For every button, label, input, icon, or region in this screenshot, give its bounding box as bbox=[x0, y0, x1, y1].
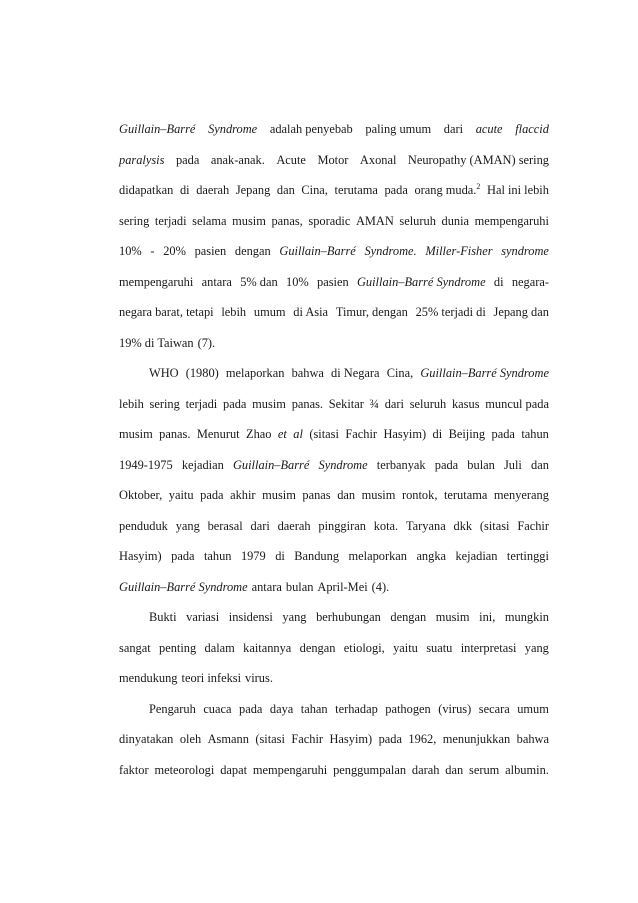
text-segment: terjadi bbox=[185, 396, 218, 411]
text-segment: April-Mei bbox=[317, 579, 368, 594]
text-segment: suatu bbox=[426, 640, 453, 655]
text-segment: bahwa bbox=[291, 366, 324, 380]
text-segment: (sitasi bbox=[309, 427, 339, 441]
text-segment: terjadi bbox=[154, 213, 187, 228]
text-segment: pada bbox=[434, 457, 459, 472]
text-segment: pada bbox=[384, 183, 408, 197]
italic-term: Miller-Fisher bbox=[425, 244, 493, 258]
text-segment: terhadap bbox=[335, 701, 378, 716]
text-segment: yaitu bbox=[168, 488, 194, 502]
text-segment: dengan bbox=[299, 640, 336, 655]
text-segment: Axonal bbox=[359, 152, 397, 167]
text-segment: pada bbox=[491, 427, 515, 441]
text-segment: meteorologi bbox=[154, 762, 215, 777]
text-segment: Bukti bbox=[149, 610, 177, 624]
text-segment: kota. bbox=[373, 518, 399, 533]
text-line bbox=[119, 175, 549, 206]
text-line bbox=[119, 663, 549, 694]
text-line bbox=[119, 267, 549, 298]
text-segment: oleh bbox=[179, 732, 202, 746]
text-segment: bahwa bbox=[516, 732, 549, 746]
text-segment: (1980) bbox=[185, 366, 219, 380]
text-segment: yang bbox=[282, 610, 307, 624]
text-segment: musim bbox=[262, 488, 296, 502]
text-segment: (7). bbox=[197, 335, 216, 350]
text-segment: Pengaruh bbox=[149, 701, 196, 716]
text-segment: di bbox=[493, 274, 504, 289]
text-segment: penggumpalan bbox=[333, 762, 407, 777]
text-segment: penduduk bbox=[119, 518, 168, 533]
text-segment: yang bbox=[175, 518, 200, 533]
text-segment: Oktober, bbox=[119, 488, 163, 502]
text-segment: tahun bbox=[521, 427, 549, 441]
text-segment: Fachir bbox=[345, 427, 378, 441]
text-segment: pada bbox=[171, 549, 195, 563]
italic-term: Guillain–Barré Syndrome bbox=[420, 366, 549, 380]
text-segment: dinyatakan bbox=[119, 732, 174, 746]
text-segment: lebih bbox=[221, 305, 247, 319]
italic-term: Guillain–Barré bbox=[279, 244, 356, 258]
text-segment: insidensi bbox=[228, 610, 273, 624]
text-segment: Menurut bbox=[196, 427, 240, 441]
text-segment: musim bbox=[119, 427, 153, 441]
text-segment: panas bbox=[302, 488, 331, 502]
text-segment: ¾ bbox=[369, 396, 379, 411]
italic-term: Guillain–Barré bbox=[232, 457, 310, 472]
text-segment: daerah bbox=[277, 518, 311, 533]
text-segment: Hasyim) bbox=[329, 732, 373, 746]
text-segment: 1962, bbox=[408, 732, 437, 746]
italic-term: syndrome bbox=[501, 244, 549, 258]
text-segment: adalah penyebab bbox=[269, 122, 353, 136]
italic-term: Syndrome bbox=[208, 122, 258, 136]
text-segment: Jepang bbox=[235, 183, 271, 197]
text-segment: sering bbox=[119, 213, 150, 228]
text-segment: - bbox=[150, 244, 155, 258]
text-segment: tahun bbox=[203, 549, 232, 563]
text-segment: WHO bbox=[149, 366, 179, 380]
text-segment: secara bbox=[478, 701, 510, 716]
text-line bbox=[119, 511, 549, 542]
text-segment: ini, bbox=[479, 610, 496, 624]
text-segment: Motor bbox=[317, 152, 349, 167]
text-segment: 1979 bbox=[240, 549, 266, 563]
text-segment: Asmann bbox=[207, 732, 249, 746]
text-segment: kaitannya bbox=[243, 640, 292, 655]
text-segment: umum bbox=[517, 701, 549, 716]
text-segment: dunia bbox=[441, 213, 470, 228]
text-segment: 5% dan bbox=[240, 274, 278, 289]
text-segment: etiologi, bbox=[343, 640, 385, 655]
text-line bbox=[119, 328, 549, 359]
text-line bbox=[119, 358, 549, 389]
text-segment: dari bbox=[443, 122, 464, 136]
text-segment: musim bbox=[361, 488, 396, 502]
text-line bbox=[119, 389, 549, 420]
text-segment: Hasyim) bbox=[119, 549, 162, 563]
text-line bbox=[119, 602, 549, 633]
text-segment: dalam bbox=[204, 640, 235, 655]
text-segment: yaitu bbox=[393, 640, 418, 655]
text-segment: negara barat, tetapi bbox=[119, 305, 214, 319]
text-segment: dan bbox=[337, 488, 356, 502]
text-segment: umum bbox=[253, 305, 286, 319]
text-segment: antara bbox=[251, 579, 282, 594]
text-segment: orang muda.$^2$ bbox=[414, 182, 481, 197]
text-segment: pada bbox=[200, 488, 224, 502]
italic-term: paralysis bbox=[119, 152, 165, 167]
text-segment: (4). bbox=[371, 579, 390, 594]
text-segment: terutama bbox=[334, 183, 378, 197]
text-segment: musim bbox=[252, 396, 286, 411]
text-segment: bulan bbox=[467, 457, 495, 472]
text-segment: dari bbox=[250, 518, 270, 533]
text-segment: di Negara bbox=[331, 366, 380, 380]
text-segment: sporadic bbox=[308, 213, 351, 228]
text-line bbox=[119, 724, 549, 755]
text-segment: 25% terjadi di bbox=[415, 305, 486, 319]
text-segment: selama bbox=[192, 213, 227, 228]
text-segment: di Asia bbox=[293, 305, 329, 319]
text-segment: Sekitar bbox=[328, 396, 364, 411]
text-segment: 10% bbox=[286, 274, 309, 289]
text-segment: rontok, bbox=[401, 488, 438, 502]
text-line bbox=[119, 633, 549, 664]
text-segment: di bbox=[179, 183, 190, 197]
text-segment: virus. bbox=[245, 671, 273, 685]
text-segment: pada bbox=[378, 732, 402, 746]
italic-term: flaccid bbox=[515, 122, 549, 136]
text-line bbox=[119, 755, 549, 786]
text-segment: 19% di Taiwan bbox=[119, 335, 194, 350]
text-segment: tertinggi bbox=[506, 549, 549, 563]
text-segment: mempengaruhi bbox=[252, 762, 328, 777]
text-segment: penting bbox=[159, 640, 197, 655]
text-segment: dkk bbox=[453, 518, 473, 533]
text-line bbox=[119, 572, 549, 603]
text-segment: musim bbox=[435, 610, 470, 624]
text-segment: mempengaruhi bbox=[119, 274, 194, 289]
text-segment: kejadian bbox=[181, 457, 224, 472]
text-segment: yang bbox=[524, 640, 549, 655]
text-segment: terbanyak bbox=[376, 457, 426, 472]
text-segment: kasus bbox=[451, 396, 480, 411]
text-segment: melaporkan bbox=[348, 549, 407, 563]
text-segment: darah bbox=[411, 762, 440, 777]
text-segment: (virus) bbox=[438, 701, 472, 716]
italic-term: Syndrome bbox=[318, 457, 368, 472]
text-segment: angka bbox=[416, 549, 447, 563]
body-text bbox=[119, 114, 549, 785]
text-segment: pada bbox=[175, 152, 200, 167]
text-segment: (sitasi bbox=[255, 732, 285, 746]
text-segment: panas. bbox=[159, 427, 191, 441]
text-line bbox=[119, 206, 549, 237]
text-segment: musim bbox=[232, 213, 266, 228]
text-segment: dapat bbox=[220, 762, 248, 777]
text-line bbox=[119, 236, 549, 267]
text-segment: pinggiran bbox=[318, 518, 366, 533]
text-segment: Jepang dan bbox=[493, 305, 549, 319]
text-segment: Zhao bbox=[246, 427, 272, 441]
text-segment: Hal ini lebih bbox=[487, 183, 549, 197]
text-segment: kejadian bbox=[455, 549, 498, 563]
text-segment: sangat bbox=[119, 640, 151, 655]
text-segment: pathogen bbox=[385, 701, 431, 716]
text-segment: faktor bbox=[119, 762, 149, 777]
text-segment: Fachir bbox=[291, 732, 324, 746]
italic-term: acute bbox=[475, 122, 503, 136]
text-segment: dan bbox=[531, 457, 549, 472]
text-segment: mendukung bbox=[119, 671, 178, 685]
text-line bbox=[119, 480, 549, 511]
text-segment: pasien bbox=[317, 274, 349, 289]
text-segment: 10% bbox=[119, 244, 142, 258]
text-segment: 1949-1975 bbox=[119, 457, 173, 472]
text-segment: menunjukkan bbox=[442, 732, 511, 746]
text-segment: terutama bbox=[443, 488, 488, 502]
text-segment: Bandung bbox=[294, 549, 340, 563]
italic-term: al bbox=[293, 427, 303, 441]
text-segment: variasi bbox=[186, 610, 220, 624]
footnote-ref: 2 bbox=[476, 182, 481, 191]
text-segment: cuaca bbox=[203, 701, 232, 716]
text-segment: panas, bbox=[271, 213, 303, 228]
text-segment: interpretasi bbox=[460, 640, 517, 655]
text-segment: seluruh bbox=[399, 213, 436, 228]
text-segment: lebih bbox=[119, 396, 144, 411]
text-line bbox=[119, 694, 549, 725]
text-segment: didapatkan bbox=[119, 183, 174, 197]
text-segment: Juli bbox=[503, 457, 522, 472]
italic-term: Guillain–Barré Syndrome bbox=[119, 579, 248, 594]
text-segment: mungkin bbox=[504, 610, 549, 624]
text-segment: Neuropathy (AMAN) sering bbox=[407, 152, 549, 167]
text-segment: mempengaruhi bbox=[474, 213, 549, 228]
text-segment: pasien bbox=[194, 244, 227, 258]
text-segment: pada bbox=[239, 701, 263, 716]
text-segment: anak-anak. bbox=[210, 152, 265, 167]
text-segment: berhubungan bbox=[316, 610, 381, 624]
text-segment: Acute bbox=[276, 152, 306, 167]
text-segment: dengan bbox=[390, 610, 427, 624]
text-segment: di bbox=[432, 427, 443, 441]
text-line bbox=[119, 450, 549, 481]
text-segment: panas. bbox=[291, 396, 323, 411]
text-line bbox=[119, 114, 549, 145]
text-segment: muncul pada bbox=[485, 396, 549, 411]
text-segment: teori infeksi bbox=[181, 671, 242, 685]
italic-term: et bbox=[277, 427, 287, 441]
text-line bbox=[119, 297, 549, 328]
text-segment: dari bbox=[384, 396, 404, 411]
text-segment: Cina, bbox=[386, 366, 414, 380]
italic-term: Guillain–Barré Syndrome bbox=[356, 274, 486, 289]
text-segment: menyerang bbox=[493, 488, 549, 502]
text-segment: albumin. bbox=[505, 762, 549, 777]
text-segment: Taryana bbox=[405, 518, 446, 533]
text-segment: sering bbox=[149, 396, 180, 411]
text-segment: dan bbox=[445, 762, 464, 777]
text-segment: 20% bbox=[163, 244, 186, 258]
text-segment: daya bbox=[269, 701, 294, 716]
text-segment: melaporkan bbox=[225, 366, 285, 380]
italic-term: Syndrome. bbox=[364, 244, 417, 258]
text-segment: daerah bbox=[196, 183, 230, 197]
text-segment: berasal bbox=[207, 518, 243, 533]
text-segment: Timur, dengan bbox=[335, 305, 408, 319]
text-segment: di bbox=[275, 549, 285, 563]
text-segment: Beijing bbox=[448, 427, 486, 441]
text-segment: (sitasi bbox=[479, 518, 510, 533]
text-segment: Cina, bbox=[301, 183, 328, 197]
text-segment: antara bbox=[201, 274, 232, 289]
text-segment: AMAN bbox=[355, 213, 394, 228]
text-segment: dengan bbox=[234, 244, 271, 258]
text-segment: akhir bbox=[230, 488, 256, 502]
text-line bbox=[119, 145, 549, 176]
text-segment: serum bbox=[469, 762, 500, 777]
text-segment: bulan bbox=[285, 579, 314, 594]
text-segment: pada bbox=[223, 396, 247, 411]
text-line bbox=[119, 541, 549, 572]
text-segment: paling umum bbox=[365, 122, 432, 136]
text-segment: negara- bbox=[511, 274, 549, 289]
text-segment: tahan bbox=[300, 701, 328, 716]
italic-term: Guillain–Barré bbox=[119, 122, 196, 136]
text-segment: Hasyim) bbox=[383, 427, 427, 441]
text-segment: dan bbox=[276, 183, 295, 197]
text-line bbox=[119, 419, 549, 450]
text-segment: seluruh bbox=[409, 396, 447, 411]
text-segment: Fachir bbox=[517, 518, 549, 533]
